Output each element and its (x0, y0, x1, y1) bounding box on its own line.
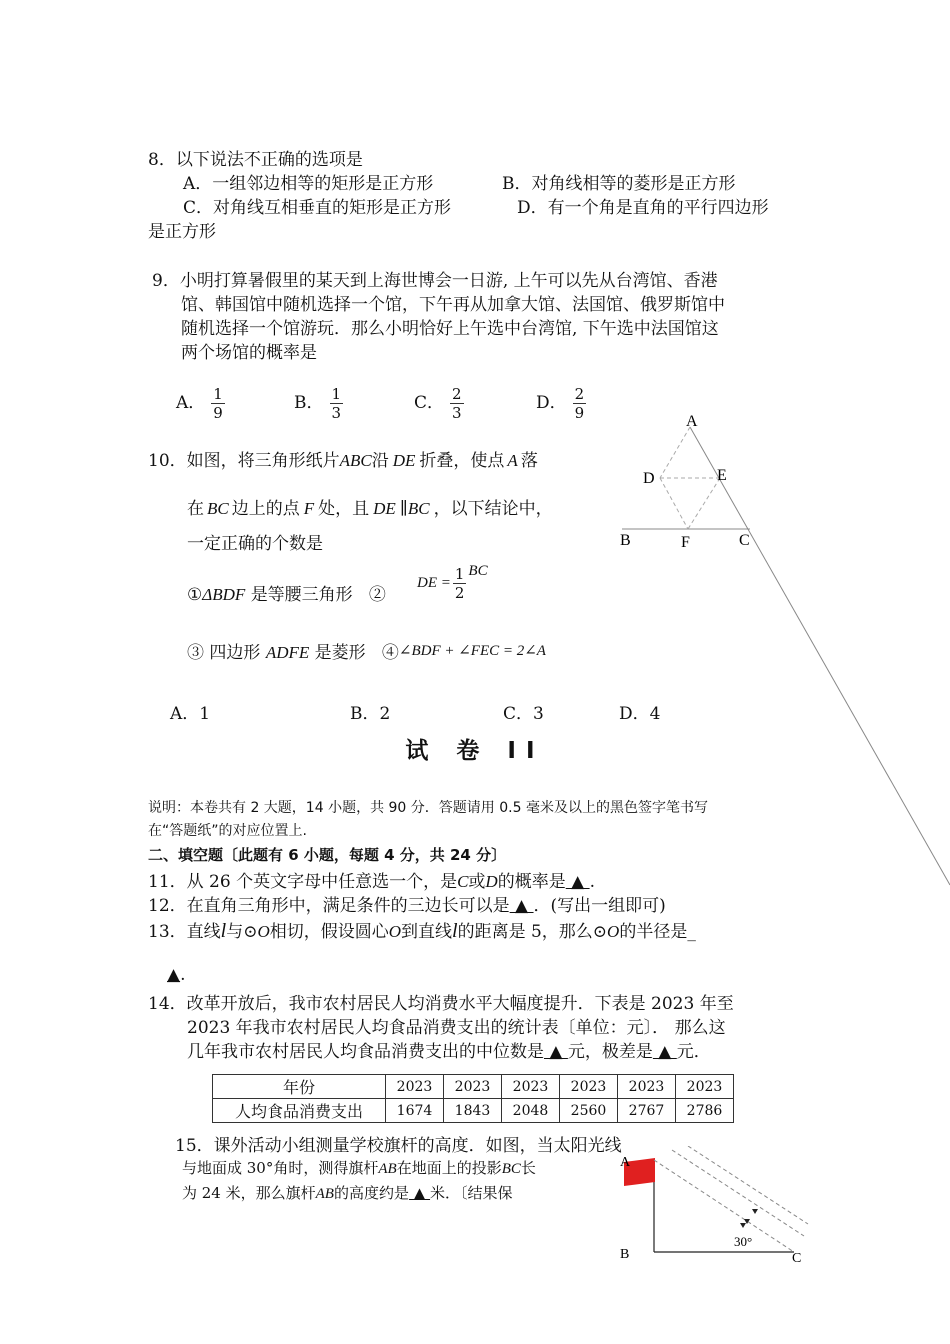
table-cell: 2023 (444, 1075, 502, 1099)
q9-line-2: 馆、韩国馆中随机选择一个馆，下午再从加拿大馆、法国馆、俄罗斯馆中 (181, 295, 725, 315)
q15-line-2: 与地面成 30°角时，测得旗杆AB在地面上的投影BC长 (182, 1159, 536, 1177)
q10-statement-3: ③ 四边形 ADFE 是菱形 ④∠BDF + ∠FEC = 2∠A (187, 643, 546, 663)
q15-line-1: 15．课外活动小组测量学校旗杆的高度．如图，当太阳光线 (175, 1136, 622, 1156)
part2-note-1: 说明：本卷共有 2 大题，14 小题，共 90 分．答题请用 0.5 毫米及以上的黑色签字笔书写 (148, 800, 708, 816)
q8-option-d: D．有一个角是直角的平行四边形 (517, 198, 769, 218)
part2-note-2: 在“答题纸”的对应位置上. (148, 823, 307, 839)
q15-answer-blank[interactable]: ▲ (408, 1184, 431, 1202)
q14-line-3: 几年我市农村居民人均食品消费支出的中位数是 ▲ 元，极差是 ▲ 元． (187, 1042, 711, 1062)
q10-option-b: B．2 (350, 704, 391, 724)
q10-triangle-figure (600, 405, 950, 895)
table-cell: 2023 (618, 1075, 676, 1099)
label-f: F (681, 534, 690, 551)
q10-option-d: D．4 (619, 704, 661, 724)
fig-label-c: C (792, 1251, 802, 1266)
q10-line-2: 在 BC 边上的点 F 处，且 DE ∥BC ，以下结论中， (187, 499, 553, 519)
q10-option-a: A．1 (170, 704, 211, 724)
q13-answer-line: ▲. (167, 965, 186, 985)
table-cell: 2023 (386, 1075, 444, 1099)
q10-line-3: 一定正确的个数是 (187, 534, 323, 554)
table-cell: 1674 (386, 1099, 444, 1123)
label-e: E (717, 467, 727, 484)
q11-answer-blank[interactable]: ▲ (565, 872, 590, 892)
q8-stem: 8．以下说法不正确的选项是 (148, 150, 363, 170)
q9-option-b: B． $\frac{1}{3}$ (294, 385, 342, 422)
q9-line-3: 随机选择一个馆游玩．那么小明恰好上午选中台湾馆, 下午选中法国馆这 (181, 319, 719, 339)
q13: 13．直线l与⊙O相切，假设圆心O到直线l的距离是 5，那么⊙O的半径是_ (148, 920, 696, 942)
label-a: A (686, 413, 698, 430)
q8-option-b: B．对角线相等的菱形是正方形 (502, 174, 736, 194)
fig-label-b: B (620, 1247, 630, 1262)
fig-label-angle: 30° (734, 1234, 753, 1249)
q9-option-d: D． $\frac{2}{9}$ (536, 385, 585, 422)
table-cell: 1843 (444, 1099, 502, 1123)
q10-statement-1: ①ΔBDF 是等腰三角形 ② (187, 585, 386, 605)
q8-option-c: C．对角线互相垂直的矩形是正方形 (183, 198, 452, 218)
q14-line-1: 14．改革开放后，我市农村居民人均消费水平大幅度提升．下表是 2023 年至 (148, 994, 734, 1014)
q14-range-blank[interactable]: ▲ (652, 1042, 677, 1062)
q9-option-c: C． $\frac{2}{3}$ (414, 385, 462, 422)
q8-option-a: A．一组邻边相等的矩形是正方形 (183, 174, 434, 194)
table-cell: 2048 (502, 1099, 560, 1123)
q8-option-d-cont: 是正方形 (148, 222, 216, 242)
q10-statement-2: DE = $\frac{1}{2}$ BC (417, 563, 488, 602)
table-cell: 2023 (502, 1075, 560, 1099)
q12-answer-blank[interactable]: ▲ (509, 896, 534, 916)
q12: 12．在直角三角形中，满足条件的三边长可以是 ▲ ．(写出一组即可) (148, 896, 666, 916)
part2-section-heading: 二、填空题〔此题有 6 小题，每题 4 分，共 24 分〕 (148, 846, 507, 864)
q9-line-4: 两个场馆的概率是 (181, 343, 317, 363)
table-cell: 2023 (560, 1075, 618, 1099)
q13-answer-blank[interactable]: ▲ (167, 965, 181, 985)
q15-line-3: 为 24 米，那么旗杆AB的高度约是 ▲ 米．〔结果保 (182, 1184, 513, 1202)
table-cell: 2023 (676, 1075, 734, 1099)
table-cell: 2560 (560, 1099, 618, 1123)
fig-label-a: A (620, 1155, 631, 1170)
table-cell: 2767 (618, 1099, 676, 1123)
q11: 11．从 26 个英文字母中任意选一个，是C或D的概率是 ▲ . (148, 872, 595, 892)
q14-median-blank[interactable]: ▲ (544, 1042, 568, 1062)
q15-flagpole-figure (612, 1146, 812, 1268)
table-row-years (213, 1075, 734, 1099)
part2-title: 试 卷 II (405, 738, 545, 764)
q14-stats-table (212, 1074, 734, 1123)
table-header-spending: 人均食品消费支出 (213, 1099, 386, 1123)
q9-line-1: 9．小明打算暑假里的某天到上海世博会一日游, 上午可以先从台湾馆、香港 (152, 271, 718, 291)
q10-option-c: C．3 (503, 704, 544, 724)
q10-line-1: 10．如图，将三角形纸片ABC沿 DE 折叠，使点 A 落 (148, 451, 538, 471)
label-d: D (643, 470, 655, 487)
table-row-values (213, 1099, 734, 1123)
q9-option-a: A． $\frac{1}{9}$ (176, 385, 223, 422)
label-b: B (620, 532, 631, 549)
table-header-year: 年份 (213, 1075, 386, 1099)
table-cell: 2786 (676, 1099, 734, 1123)
q14-line-2: 2023 年我市农村居民人均食品消费支出的统计表〔单位：元〕． 那么这 (187, 1018, 726, 1038)
label-c: C (739, 532, 750, 549)
